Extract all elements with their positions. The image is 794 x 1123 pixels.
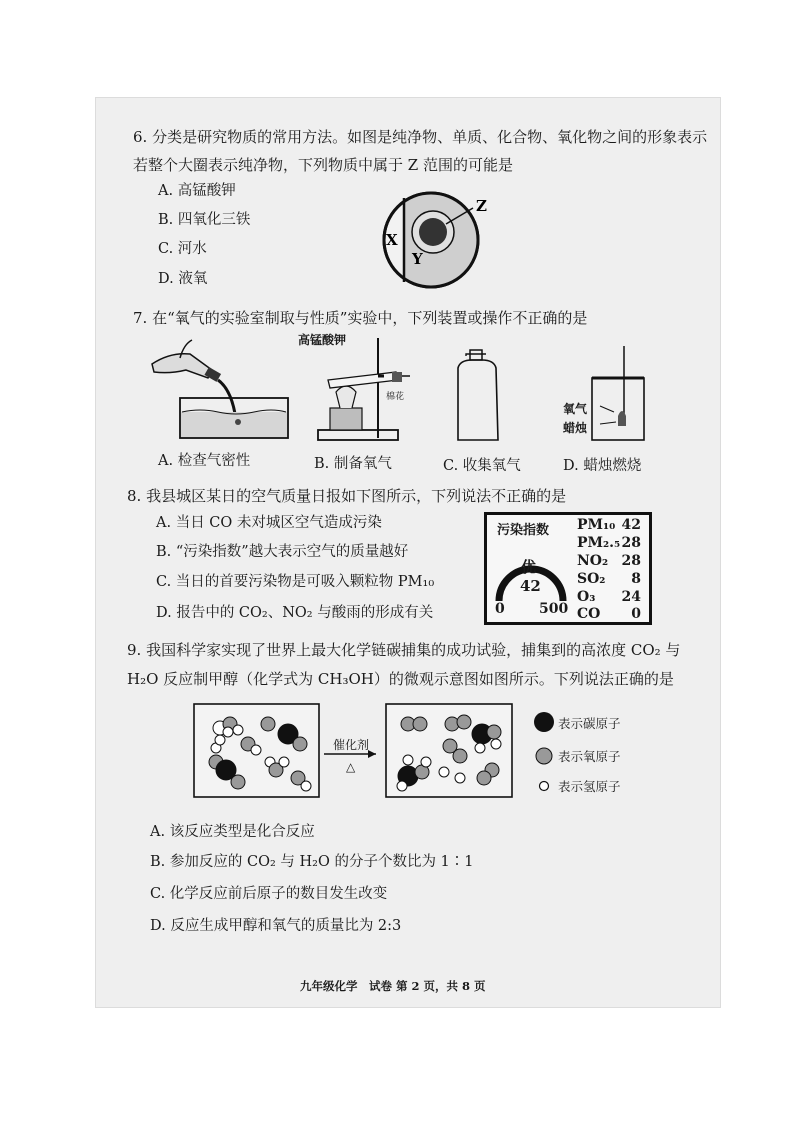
q8-option-b: B. “污染指数”越大表示空气的质量越好: [156, 544, 409, 560]
pollutant-value: 24: [621, 589, 641, 605]
q6-option-d: D. 液氧: [158, 271, 208, 287]
q9-option-b: B. 参加反应的 CO₂ 与 H₂O 的分子个数比为 1∶1: [150, 854, 474, 870]
apparatus-d-candle-burning: [592, 346, 644, 440]
label-cotton: 棉花: [386, 392, 405, 402]
apparatus-c-collect-oxygen: [458, 350, 498, 440]
pollutant-value: 8: [631, 571, 641, 587]
scale-min: 0: [495, 601, 505, 617]
label-candle: 蜡烛: [563, 421, 588, 435]
pollutant-value: 0: [631, 606, 641, 622]
q9-option-c: C. 化学反应前后原子的数目发生改变: [150, 886, 388, 902]
pollutant-value: 28: [621, 553, 641, 569]
q8-stem: 8. 我县城区某日的空气质量日报如下图所示，下列说法不正确的是: [127, 487, 567, 505]
pollutant-value: 42: [621, 517, 641, 533]
q7-option-d: D. 蜡烛燃烧: [563, 458, 642, 474]
pollutant-value: 28: [621, 535, 641, 551]
atom-legend-icons: [532, 710, 556, 794]
oxygen-atom-icon: [536, 748, 552, 764]
q6-option-a: A. 高锰酸钾: [158, 183, 236, 199]
apparatus-a-airtightness: [152, 340, 288, 438]
pollutant-name: O₃: [577, 589, 596, 605]
legend-oxygen: 表示氧原子: [558, 749, 621, 764]
aqi-grade: 优: [521, 558, 537, 576]
page-footer: 九年级化学 试卷 第 2 页，共 8 页: [300, 979, 486, 993]
q7-option-c: C. 收集氧气: [443, 458, 521, 474]
pollutant-name: SO₂: [577, 571, 606, 587]
q6-stem-line2: 若整个大圈表示纯净物，下列物质中属于 Z 范围的可能是: [133, 156, 513, 174]
q9-option-d: D. 反应生成甲醇和氧气的质量比为 2:3: [150, 918, 402, 934]
pollutant-name: NO₂: [577, 553, 609, 569]
q9-stem-line2: H₂O 反应制甲醇（化学式为 CH₃OH）的微观示意图如图所示。下列说法正确的是: [127, 670, 674, 688]
catalyst-label: 催化剂: [333, 738, 370, 752]
q7-option-a: A. 检查气密性: [158, 453, 251, 469]
scale-max: 500: [539, 601, 569, 617]
hydrogen-atom-icon: [540, 782, 549, 791]
q8-option-d: D. 报告中的 CO₂、NO₂ 与酸雨的形成有关: [156, 605, 434, 621]
q9-stem-line1: 9. 我国科学家实现了世界上最大化学链碳捕集的成功试验，捕集到的高浓度 CO₂ 与: [127, 641, 681, 659]
q6-option-c: C. 河水: [158, 241, 207, 257]
q6-stem-line1: 6. 分类是研究物质的常用方法。如图是纯净物、单质、化合物、氧化物之间的形象表示: [133, 128, 708, 146]
q8-option-c: C. 当日的首要污染物是可吸入颗粒物 PM₁₀: [156, 574, 435, 590]
air-quality-report-panel: [484, 512, 652, 625]
q6-option-b: B. 四氧化三铁: [158, 212, 251, 228]
label-kmno4: 高锰酸钾: [298, 333, 347, 347]
q7-stem: 7. 在“氧气的实验室制取与性质”实验中，下列装置或操作不正确的是: [133, 309, 588, 327]
pollutant-name: CO: [577, 606, 601, 622]
legend-hydrogen: 表示氢原子: [558, 779, 621, 794]
label-y: Y: [412, 250, 423, 268]
legend-carbon: 表示碳原子: [558, 716, 621, 731]
classification-diagram: [376, 190, 496, 290]
label-x: X: [386, 231, 398, 249]
heat-symbol: △: [346, 760, 356, 774]
label-z: Z: [476, 197, 487, 215]
q9-option-a: A. 该反应类型是化合反应: [150, 824, 315, 840]
q8-option-a: A. 当日 CO 未对城区空气造成污染: [156, 515, 382, 531]
label-oxygen: 氧气: [563, 402, 588, 416]
pollutant-name: PM₁₀: [577, 517, 616, 533]
aqi-index: 42: [520, 577, 541, 595]
q7-option-b: B. 制备氧气: [314, 456, 392, 472]
carbon-atom-icon: [534, 712, 554, 732]
panel-title: 污染指数: [497, 523, 550, 538]
pollutant-name: PM₂.₅: [577, 535, 621, 551]
